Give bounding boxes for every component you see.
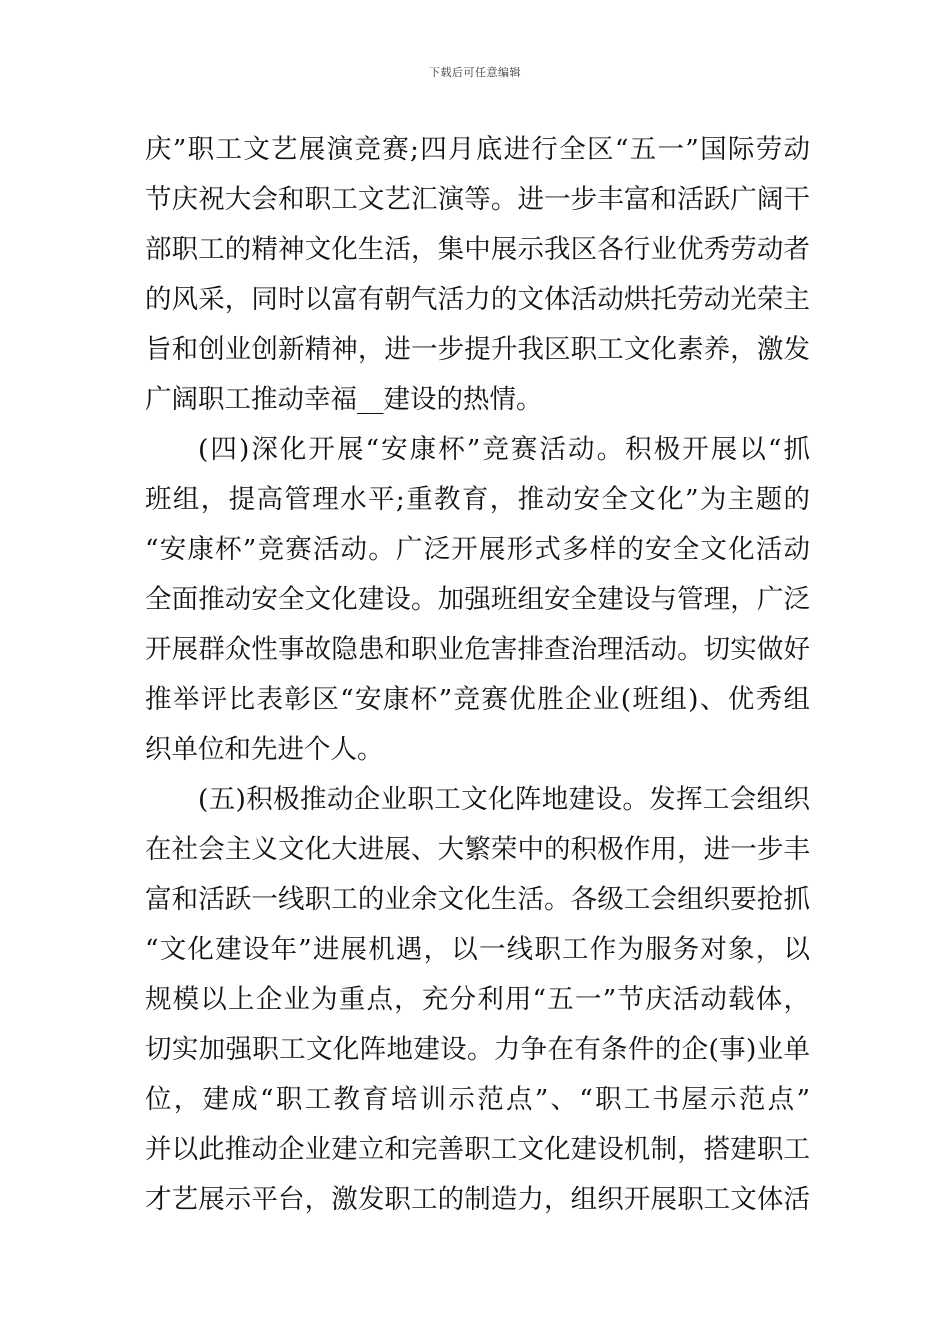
text-line: 庆”职工文艺展演竞赛;四月底进行全区“五一”国际劳动 [145, 134, 810, 165]
text-line: 广阔职工推动幸福__建设的热情。 [145, 384, 543, 415]
text-line: 班组，提高管理水平;重教育，推动安全文化”为主题的 [145, 484, 810, 515]
text-line: 的风采，同时以富有朝气活力的文体活动烘托劳动光荣主 [145, 284, 810, 315]
text-line: 才艺展示平台，激发职工的制造力，组织开展职工文体活 [145, 1184, 810, 1215]
text-line: 切实加强职工文化阵地建设。力争在有条件的企(事)业单 [145, 1034, 810, 1065]
text-line: “安康杯”竞赛活动。广泛开展形式多样的安全文化活动 [145, 534, 810, 565]
document-body [145, 125, 810, 1225]
text-line: 节庆祝大会和职工文艺汇演等。进一步丰富和活跃广阔干 [145, 184, 810, 215]
text-line: 并以此推动企业建立和完善职工文化建设机制，搭建职工 [145, 1134, 810, 1165]
text-line: 旨和创业创新精神，进一步提升我区职工文化素养，激发 [145, 334, 810, 365]
text-line: “文化建设年”进展机遇，以一线职工作为服务对象，以 [145, 934, 810, 965]
text-line: 织单位和先进个人。 [145, 734, 384, 765]
text-line: 在社会主义文化大进展、大繁荣中的积极作用，进一步丰 [145, 834, 810, 865]
text-line: 位，建成“职工教育培训示范点”、“职工书屋示范点” [145, 1084, 810, 1115]
text-line: 开展群众性事故隐患和职业危害排查治理活动。切实做好 [145, 634, 810, 665]
text-line: 部职工的精神文化生活，集中展示我区各行业优秀劳动者 [145, 234, 810, 265]
text-line: 富和活跃一线职工的业余文化生活。各级工会组织要抢抓 [145, 884, 810, 915]
paragraph-start-line: (五)积极推动企业职工文化阵地建设。发挥工会组织 [198, 784, 810, 815]
paragraph-start-line: (四)深化开展“安康杯”竞赛活动。积极开展以“抓 [198, 434, 810, 465]
page-header: 下载后可任意编辑 [429, 66, 521, 79]
text-line: 推举评比表彰区“安康杯”竞赛优胜企业(班组)、优秀组 [145, 684, 810, 715]
text-line: 全面推动安全文化建设。加强班组安全建设与管理，广泛 [145, 584, 810, 615]
text-line: 规模以上企业为重点，充分利用“五一”节庆活动载体， [145, 984, 810, 1015]
